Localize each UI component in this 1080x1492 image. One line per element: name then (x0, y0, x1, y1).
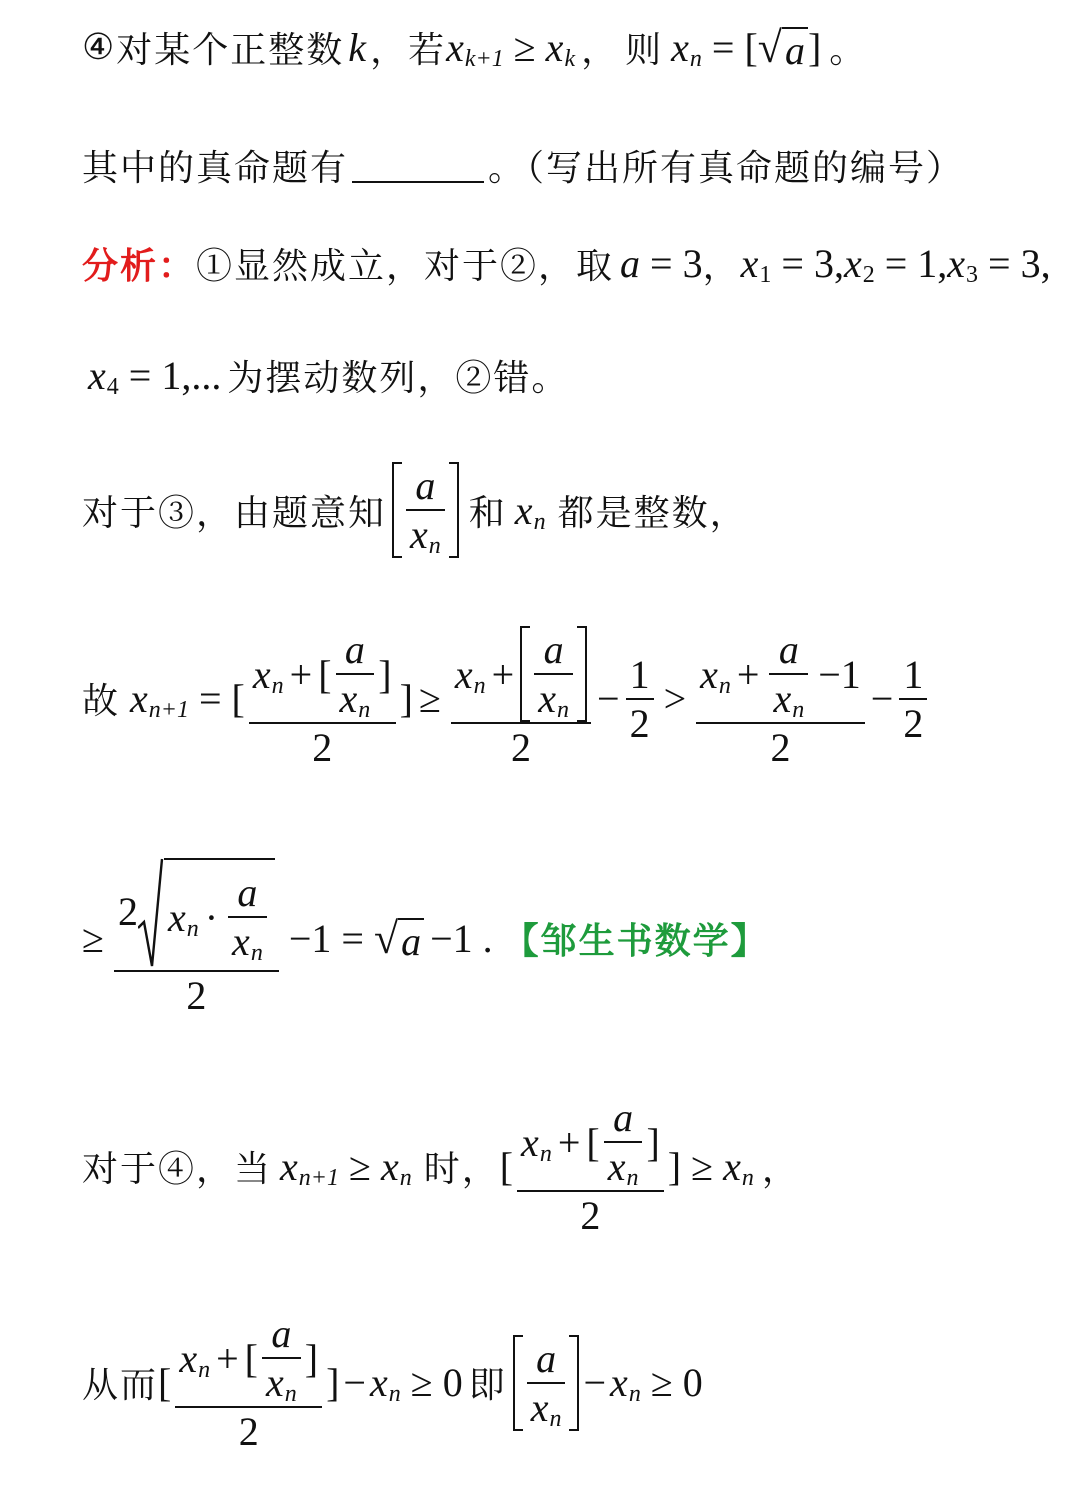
right-bracket: ] (378, 651, 392, 697)
subscript: n (718, 672, 731, 699)
denominator: 2 (186, 973, 207, 1018)
subscript: n (388, 1381, 401, 1407)
eq-sign: = (884, 241, 908, 286)
text: 和 (468, 492, 507, 534)
ge-sign: ≥ (82, 916, 104, 961)
radicand: a (782, 27, 808, 73)
comma: ， (702, 246, 741, 287)
eq-sign: = (650, 241, 673, 286)
inner-fraction (228, 869, 267, 965)
var-x: x (530, 1384, 549, 1430)
var-x: x (700, 651, 718, 697)
minus-one: −1 (818, 651, 861, 697)
text: 其中的真命题有 (82, 148, 349, 189)
floor-bracket (392, 462, 459, 558)
eq-sign: = (198, 676, 222, 721)
var-x: x (232, 919, 250, 964)
fraction (696, 626, 865, 771)
var-x: x (88, 353, 106, 398)
answer-blank (352, 149, 484, 183)
numerator-a: a (543, 627, 564, 672)
fraction (517, 1094, 664, 1239)
sqrt-a (374, 913, 424, 964)
radical-sign-icon: √ (757, 23, 782, 72)
var-x: x (410, 512, 428, 557)
ge-sign: ≥ (418, 676, 441, 721)
var-x: x (167, 894, 186, 940)
plus-sign: + (289, 651, 313, 697)
plus-sign: + (736, 651, 760, 697)
ge-sign: ≥ (513, 25, 536, 70)
var-x: x (671, 25, 689, 70)
zero: 0 (682, 1360, 703, 1405)
text: 则 (625, 30, 664, 71)
text: 对某个正整数 (116, 30, 345, 71)
text: 故 (82, 681, 121, 722)
minus-sign: − (343, 1360, 366, 1405)
subscript: k+1 (464, 46, 504, 72)
minus-sign: − (597, 676, 620, 721)
var-x: x (454, 651, 473, 697)
subscript: n (428, 533, 441, 559)
inner-fraction (336, 626, 375, 722)
radical-sign-icon: √ (373, 914, 399, 963)
ge-sign: ≥ (650, 1360, 673, 1405)
subscript: 1 (759, 262, 772, 288)
ge-sign: ≥ (691, 1144, 714, 1189)
sqrt-product (138, 858, 275, 970)
right-bracket: ] (807, 25, 822, 70)
minus-one: −1 (288, 916, 332, 961)
minus-one: −1 . (430, 916, 493, 961)
subscript: n+1 (298, 1165, 339, 1191)
left-bracket: [ (499, 1144, 514, 1189)
text: ①显然成立，对于②，取 (196, 246, 615, 287)
subscript: n (533, 508, 546, 535)
floor-bracket (520, 626, 587, 722)
var-x: x (538, 676, 556, 721)
var-x: x (723, 1144, 741, 1189)
left-bracket: [ (244, 1335, 258, 1381)
denominator: 2 (629, 700, 650, 746)
subscript: n (198, 1356, 211, 1383)
ge-sign: ≥ (348, 1144, 371, 1189)
denominator: 2 (312, 725, 333, 770)
subscript: n (250, 940, 263, 966)
eq-sign: = (711, 25, 735, 70)
var-x: x (266, 1360, 284, 1405)
denominator: 2 (510, 725, 531, 770)
var-x: x (380, 1144, 399, 1189)
comma: ， (581, 30, 620, 71)
inner-fraction (262, 1310, 301, 1406)
minus-sign: − (870, 676, 894, 721)
circled-4: ④ (82, 27, 117, 68)
statement-3-analysis (82, 462, 748, 558)
text: 即 (468, 1365, 507, 1406)
var-x: x (773, 676, 792, 721)
subscript: 3 (966, 262, 979, 288)
statement-4 (82, 22, 867, 73)
coefficient: 2 (117, 889, 138, 934)
numerator-a: a (237, 870, 258, 915)
plus-sign: + (216, 1335, 239, 1381)
analysis-label: 分析： (82, 245, 197, 287)
inner-fraction (604, 1094, 643, 1190)
denominator: 2 (238, 1409, 259, 1454)
half-fraction (626, 651, 654, 747)
text: 对于③，由题意知 (82, 492, 387, 534)
right-bracket: ] (326, 1360, 340, 1405)
comma: ， (761, 1149, 800, 1190)
inequality-chain (82, 626, 931, 771)
var-x: x (610, 1360, 628, 1405)
right-bracket: ] (399, 676, 413, 721)
gt-sign: > (663, 676, 687, 721)
fraction (527, 1335, 566, 1431)
var-x: x (252, 651, 271, 697)
minus-sign: − (583, 1360, 607, 1405)
subscript: n (792, 697, 805, 723)
eq-sign: = (341, 916, 364, 961)
subscript: n (186, 915, 199, 942)
subscript: n (358, 697, 371, 723)
var-x: x (130, 676, 148, 721)
comma: ， (370, 30, 409, 71)
radical-sign-icon (138, 858, 164, 970)
left-bracket: [ (231, 676, 245, 721)
numerator: 1 (903, 651, 924, 697)
var-x: x (607, 1144, 626, 1189)
fraction (175, 1310, 322, 1455)
am-gm-line (82, 858, 769, 1019)
left-bracket: [ (318, 651, 332, 697)
text: 。（写出所有真命题的编号） (488, 148, 965, 189)
left-bracket: [ (586, 1119, 600, 1165)
var-k: k (348, 25, 367, 70)
text: 对于④，当 (82, 1149, 273, 1190)
value: 1,... (161, 353, 222, 398)
text: 为摆动数列，②错。 (227, 358, 570, 399)
radicand: a (398, 918, 424, 964)
analysis-line-2 (88, 350, 569, 401)
value: 3, (1020, 241, 1051, 286)
var-x: x (369, 1360, 388, 1405)
subscript: n (271, 672, 284, 699)
subscript: k (564, 46, 576, 72)
text: 若 (408, 30, 447, 71)
right-bracket: ] (646, 1119, 660, 1165)
value: 3 (682, 241, 703, 286)
conclusion-line (82, 1310, 703, 1455)
var-x: x (521, 1119, 539, 1165)
subscript: n (741, 1165, 754, 1191)
var-x: x (740, 241, 759, 286)
fraction (114, 858, 279, 1019)
value: 3, (813, 241, 844, 286)
subscript: 2 (862, 262, 875, 288)
numerator-a: a (271, 1311, 292, 1356)
plus-sign: + (491, 651, 515, 697)
subscript: n (284, 1381, 297, 1407)
var-x: x (446, 25, 464, 70)
numerator-a: a (415, 463, 436, 508)
fraction (249, 626, 396, 771)
var-x: x (514, 487, 533, 533)
denominator: 2 (903, 700, 924, 746)
analysis-line (82, 238, 1051, 289)
numerator-a: a (536, 1335, 557, 1381)
numerator-a: a (344, 627, 365, 672)
subscript: n (549, 1405, 562, 1432)
subscript: n (628, 1381, 641, 1407)
left-bracket: [ (158, 1360, 172, 1405)
var-x: x (179, 1335, 198, 1381)
numerator-a: a (778, 627, 799, 672)
var-x: x (280, 1144, 298, 1189)
numerator-a: a (613, 1095, 634, 1140)
subscript: n+1 (148, 697, 189, 723)
dot-operator: · (204, 894, 219, 940)
left-bracket: [ (744, 25, 758, 70)
denominator: 2 (770, 725, 791, 770)
subscript: n (689, 46, 702, 72)
ge-sign: ≥ (410, 1360, 433, 1405)
numerator: 1 (629, 651, 650, 697)
right-bracket: ] (304, 1335, 319, 1381)
subscript: n (399, 1165, 412, 1191)
value: 1, (917, 241, 948, 286)
question-line (82, 140, 964, 191)
subscript: n (626, 1165, 639, 1191)
period: 。 (829, 30, 868, 71)
inner-fraction (769, 626, 808, 722)
half-fraction (899, 651, 927, 747)
var-x: x (339, 676, 358, 721)
text: 都是整数， (557, 492, 748, 534)
fraction (451, 626, 591, 771)
subscript: n (539, 1140, 552, 1167)
right-bracket: ] (667, 1144, 682, 1189)
var-x: x (947, 241, 966, 286)
statement-4-analysis (82, 1094, 800, 1239)
var-x: x (843, 241, 862, 286)
eq-sign: = (781, 241, 804, 286)
plus-sign: + (557, 1119, 581, 1165)
eq-sign: = (988, 241, 1011, 286)
sqrt-a (758, 22, 808, 73)
brand-tag: 【邹生书数学】 (502, 920, 769, 962)
eq-sign: = (128, 353, 152, 398)
var-x: x (545, 25, 564, 70)
denominator: 2 (580, 1193, 601, 1238)
inner-fraction (534, 626, 573, 722)
subscript: n (473, 672, 486, 699)
fraction (406, 462, 445, 558)
floor-bracket (513, 1335, 580, 1431)
subscript: n (557, 697, 569, 723)
subscript: 4 (106, 374, 119, 400)
zero: 0 (442, 1360, 463, 1405)
text: 时， (423, 1149, 500, 1190)
var-a: a (620, 241, 641, 286)
text: 从而 (82, 1365, 159, 1406)
